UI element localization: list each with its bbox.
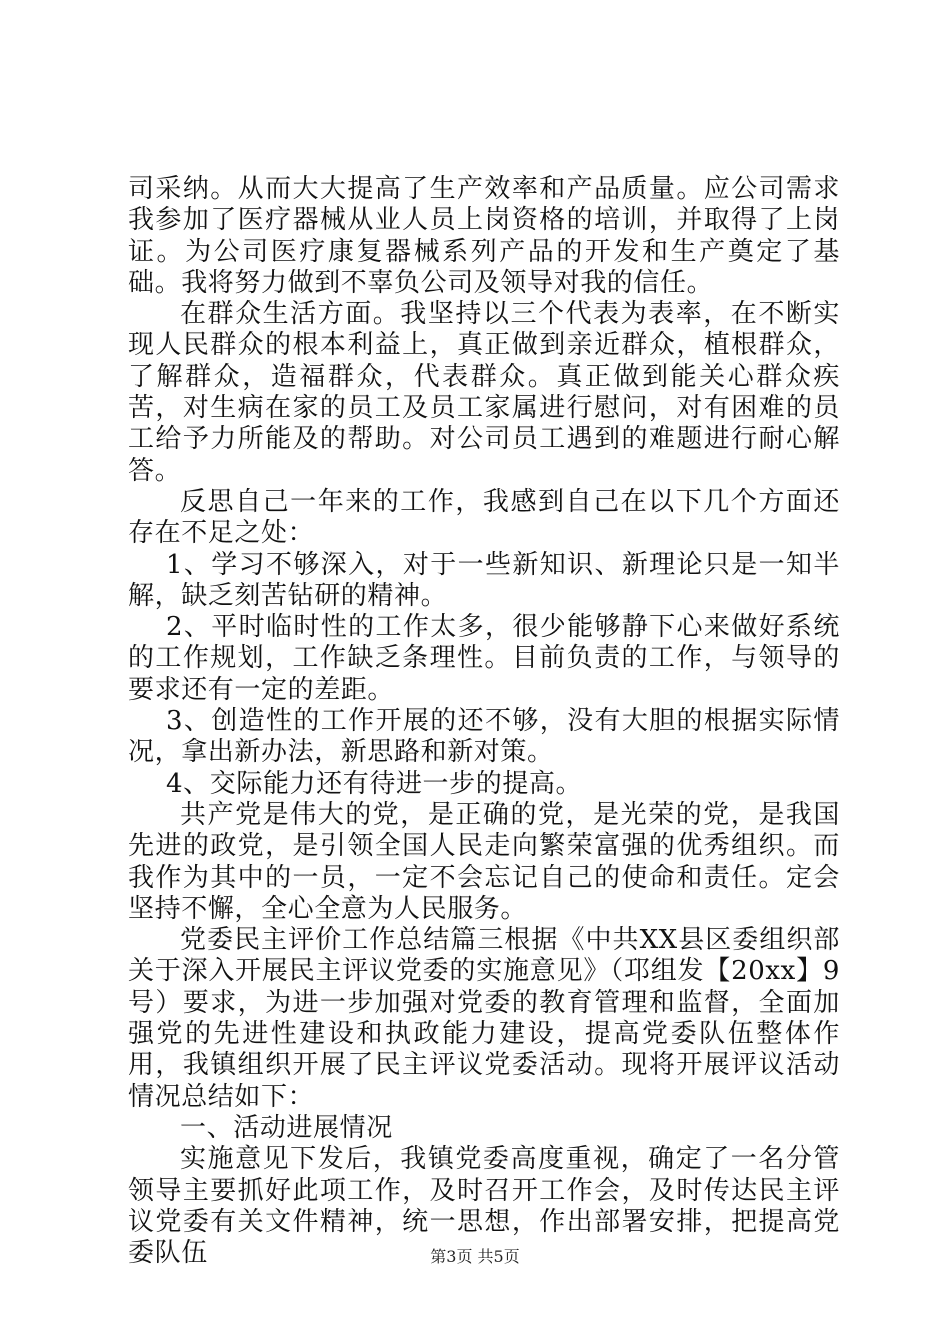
paragraph-5: 党委民主评价工作总结篇三根据《中共XX县区委组织部关于深入开展民主评议党委的实施意见》（邛组发【20xx】9号）要求，为进一步加强对党委的教育管理和监督，全面加强党的先进性建设和执政能力建设，提高党委队伍整体作用，我镇组织开展了民主评议党委活动。现将开展评议活动情况总结如下： [128,925,840,1112]
list-item-2: 2、平时临时性的工作太多，很少能够静下心来做好系统的工作规划，工作缺乏条理性。目前负责的工作，与领导的要求还有一定的差距。 [128,612,840,705]
list-item-3: 3、创造性的工作开展的还不够，没有大胆的根据实际情况，拿出新办法，新思路和新对策。 [128,706,840,768]
page-footer: 第3页 共5页 [430,1247,520,1266]
paragraph-4: 共产党是伟大的党，是正确的党，是光荣的党，是我国先进的政党，是引领全国人民走向繁荣富强的优秀组织。而我作为其中的一员，一定不会忘记自己的使命和责任。定会坚持不懈，全心全意为人民服务。 [128,799,840,924]
document-body [128,174,840,1269]
paragraph-1: 司采纳。从而大大提高了生产效率和产品质量。应公司需求我参加了医疗器械从业人员上岗资格的培训，并取得了上岗证。为公司医疗康复器械系列产品的开发和生产奠定了基础。我将努力做到不辜负公司及领导对我的信任。 [128,174,840,298]
paragraph-3: 反思自己一年来的工作，我感到自己在以下几个方面还存在不足之处： [128,486,840,549]
paragraph-2: 在群众生活方面。我坚持以三个代表为表率，在不断实现人民群众的根本利益上，真正做到亲近群众，植根群众，了解群众，造福群众，代表群众。真正做到能关心群众疾苦，对生病在家的员工及员工家属进行慰问，对有困难的员工给予力所能及的帮助。对公司员工遇到的难题进行耐心解答。 [128,299,840,486]
section-heading: 一、活动进展情况 [180,1112,393,1143]
list-item-1: 1、学习不够深入，对于一些新知识、新理论只是一知半解，缺乏刻苦钻研的精神。 [128,549,840,611]
list-item-4: 4、交际能力还有待进一步的提高。 [166,768,583,799]
paragraph-6: 实施意见下发后，我镇党委高度重视，确定了一名分管领导主要抓好此项工作，及时召开工作会，及时传达民主评议党委有关文件精神，统一思想，作出部署安排，把提高党委队伍 [128,1144,840,1269]
